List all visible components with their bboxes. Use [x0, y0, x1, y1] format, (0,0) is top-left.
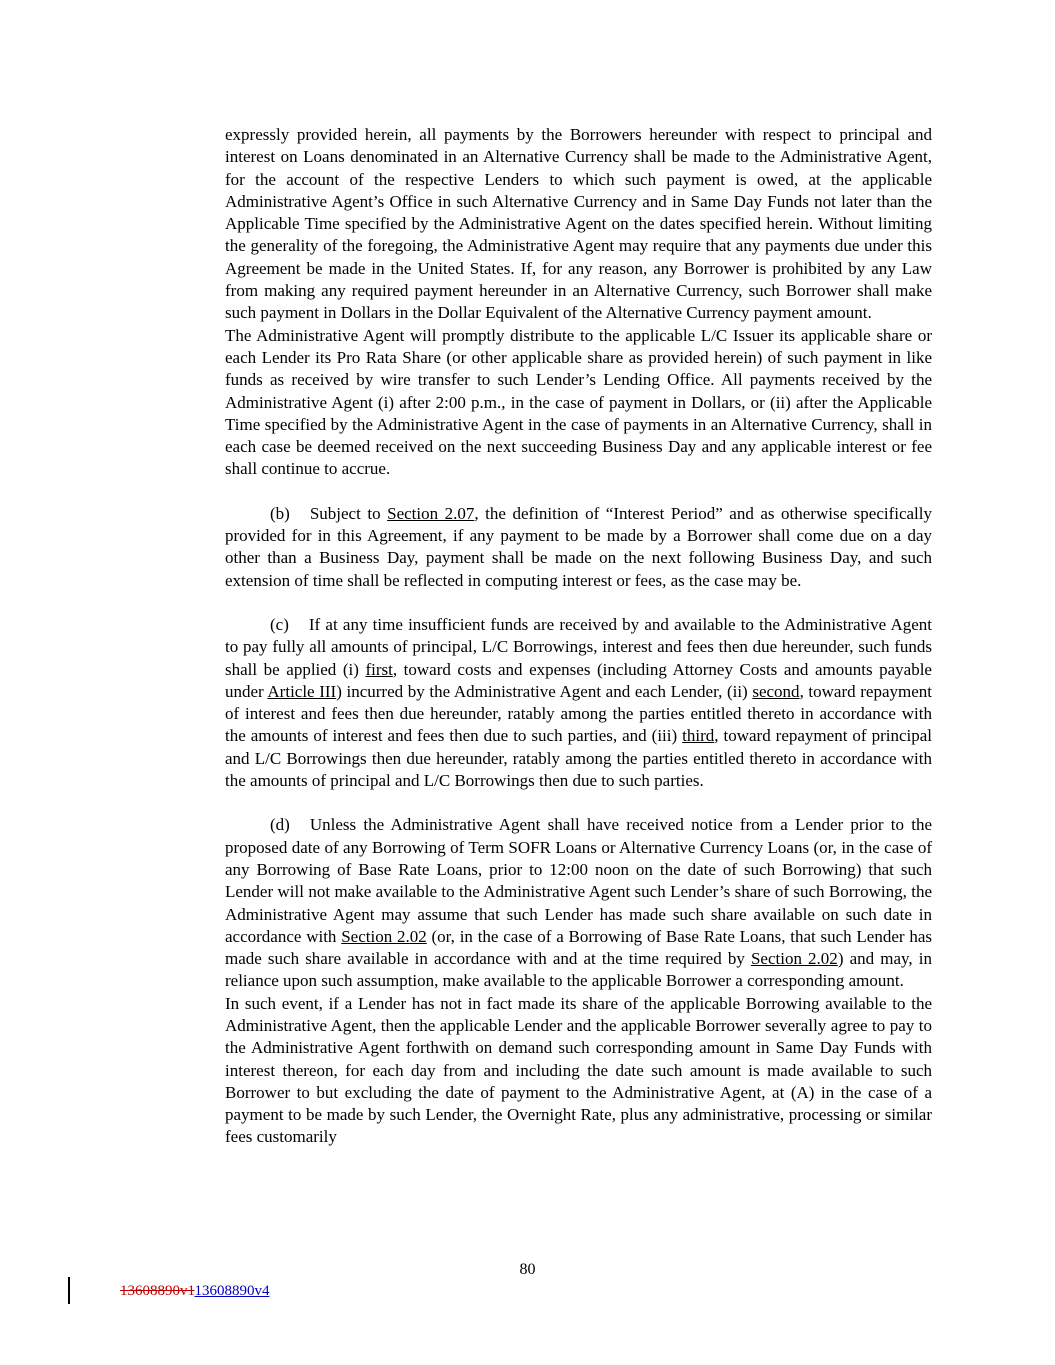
deleted-doc-id: 13608890v1: [120, 1283, 195, 1299]
text-run: ) and may, in reliance upon such assumption, make available to the applicable Borrower a corresponding amount.: [225, 949, 932, 991]
text-run: Unless the Administrative Agent shall have received notice from a Lender prior to the proposed date of any Borrowing of Term SOFR Loans or Alternative Currency Loans (or, in the case of any Borrowing of Base Rate Loans, prior to 12:00 noon on the date of such Borrowing) that such Lender will not make available to the Administrative Agent such Lender’s share of such Borrowing, the Administrative Agent may assume that such Lender has made such share available on such date in accordance with: [225, 815, 932, 946]
underlined-reference: first: [365, 659, 393, 679]
document-body: [225, 124, 932, 1149]
text-run: (b): [270, 503, 290, 523]
underlined-reference: Section 2.07: [387, 503, 475, 523]
paragraph-agent-distribution: [225, 325, 932, 481]
paragraph-b: [225, 503, 932, 592]
document-id-footer: [120, 1283, 269, 1300]
text-run: Subject to: [309, 503, 388, 523]
underlined-reference: Section 2.02: [750, 949, 838, 969]
text-run: , toward repayment of interest and fees then due hereunder, ratably among the parties entitled thereto in accordance with the amounts of interest and fees then due to such parties, and (iii): [225, 681, 933, 746]
change-bar: [68, 1277, 70, 1304]
text-run: expressly provided herein, all payments by the Borrowers hereunder with respect to principal and interest on Loans denominated in an Alternative Currency shall be made to the Administrative Agent, for the account of the respective Lenders to which such payment is owed, at the applicable Administrative Agent’s Office in such Alternative Currency and in Same Day Funds not later than the Applicable Time specified by the Administrative Agent on the dates specified herein. Without limiting the generality of the foregoing, the Administrative Agent may require that any payments due under this Agreement be made in the United States. If, for any reason, any Borrower is prohibited by any Law from making any required payment hereunder in an Alternative Currency, such Borrower shall make such payment in Dollars in the Dollar Equivalent of the Alternative Currency payment amount.: [225, 125, 932, 323]
paragraph-d-continuation: [225, 993, 932, 1149]
paragraph-d: [225, 814, 932, 992]
text-run: (or, in the case of a Borrowing of Base Rate Loans, that such Lender has made such share available in accordance with and at the time required by: [225, 926, 932, 969]
text-run: (c): [270, 614, 289, 634]
text-run: In such event, if a Lender has not in fact made its share of the applicable Borrowing available to the Administrative Agent, then the applicable Lender and the applicable Borrower severally agree to pay to the Administrative Agent forthwith on demand such corresponding amount in Same Day Funds with interest thereon, for each day from and including the date such amount is made available to such Borrower to but excluding the date of payment to the Administrative Agent, at (A) in the case of a payment to be made by such Lender, the Overnight Rate, plus any administrative, processing or similar fees customarily: [225, 993, 932, 1147]
paragraph-c: [225, 614, 932, 792]
underlined-reference: third: [682, 726, 715, 746]
text-run: ) incurred by the Administrative Agent and each Lender, (ii): [336, 681, 753, 701]
text-run: (d): [270, 815, 290, 835]
underlined-reference: Article III: [267, 681, 337, 701]
text-run: , toward costs and expenses (including Attorney Costs and amounts payable under: [225, 659, 932, 701]
paragraph-continued-from-previous-page: [225, 124, 932, 325]
inserted-doc-id: 13608890v4: [194, 1283, 270, 1299]
text-run: , toward repayment of principal and L/C Borrowings then due hereunder, ratably among the parties entitled thereto in accordance with the amounts of principal and L/C Borrowings then due to such parties.: [225, 726, 932, 791]
underlined-reference: Section 2.02: [341, 926, 427, 946]
text-run: , the definition of “Interest Period” and as otherwise specifically provided for in this Agreement, if any payment to be made by a Borrower shall come due on a day other than a Business Day, payment shall be made on the next following Business Day, and such extension of time shall be reflected in computing interest or fees, as the case may be.: [225, 503, 933, 590]
text-run: The Administrative Agent will promptly distribute to the applicable L/C Issuer its applicable share or each Lender its Pro Rata Share (or other applicable share as provided herein) of such payment in like funds as received by wire transfer to such Lender’s Lending Office. All payments received by the Administrative Agent (i) after 2:00 p.m., in the case of payment in Dollars, or (ii) after the Applicable Time specified by the Administrative Agent in the case of payments in an Alternative Currency, shall in each case be deemed received on the next succeeding Business Day and any applicable interest or fee shall continue to accrue.: [225, 325, 932, 479]
page-number: 80: [519, 1261, 536, 1278]
underlined-reference: second: [752, 681, 800, 701]
text-run: If at any time insufficient funds are received by and available to the Administrative Agent to pay fully all amounts of principal, L/C Borrowings, interest and fees then due hereunder, such funds shall be applied (i): [225, 614, 932, 679]
